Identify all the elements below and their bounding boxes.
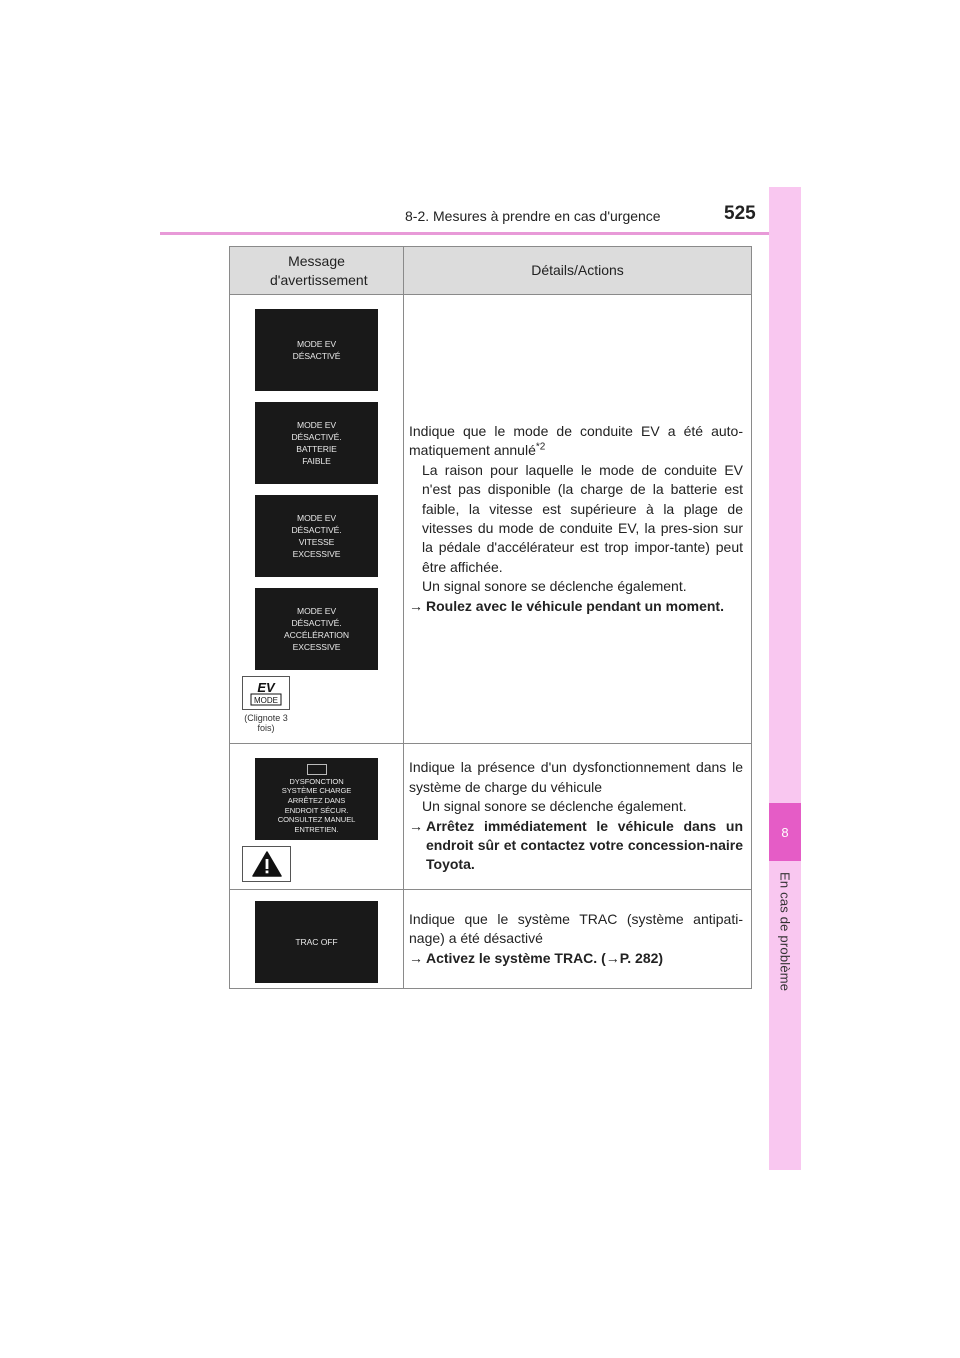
message-cell (230, 744, 404, 890)
details-intro: Indique que le système TRAC (système antipati-nage) a été désactivé (409, 910, 743, 947)
screen-text-line: DÉSACTIVÉ. (291, 525, 342, 535)
screen-text-line: SYSTÈME CHARGE (281, 786, 352, 796)
screen-text-line: FAIBLE (302, 456, 331, 466)
screen-text-line: MODE EV (297, 513, 336, 523)
header-section-title: 8-2. Mesures à prendre en cas d'urgence (405, 208, 661, 224)
screen-text-line: MODE EV (297, 606, 336, 616)
details-intro (409, 422, 743, 461)
action-line (409, 597, 743, 616)
screen-text-line: EXCESSIVE (292, 642, 341, 652)
screen-text-line: VITESSE (298, 537, 335, 547)
screen-text-line: ACCÉLÉRATION (283, 630, 349, 640)
table-row (230, 890, 752, 989)
details-intro: Indique la présence d'un dysfonctionnement dans le système de charge du véhicule (409, 759, 743, 795)
details-cell (404, 295, 752, 744)
arrow-icon: → (409, 817, 423, 834)
action-line (409, 817, 743, 875)
warning-message-table (229, 246, 752, 989)
page-reference-link[interactable]: P. 282) (619, 949, 664, 966)
action-line (409, 949, 743, 968)
details-cell (404, 744, 752, 890)
action-text: Arrêtez immédiatement le véhicule dans un endroit sûr et contactez votre concession-naire Toyota. (426, 817, 743, 873)
column-header-details: Détails/Actions (404, 247, 752, 295)
message-cell (230, 890, 404, 989)
chapter-tab-number: 8 (769, 803, 801, 861)
ref-arrow-icon: → (605, 949, 620, 966)
display-screen-ev-off (255, 309, 378, 391)
arrow-icon: → (409, 949, 423, 966)
message-cell (230, 295, 404, 744)
master-warning-icon (242, 846, 291, 882)
screen-text-line: DÉSACTIVÉ. (291, 618, 342, 628)
screen-text-line: ARRÊTEZ DANS (287, 795, 346, 805)
details-text: Un signal sonore se déclenche également. (422, 798, 687, 815)
action-text-prefix: Activez le système TRAC. ( (426, 949, 606, 966)
screen-text-line: DYSFONCTION (289, 776, 344, 786)
chapter-side-tab (769, 187, 801, 1170)
action-text (426, 949, 743, 968)
details-text: La raison pour laquelle le mode de conduite EV n'est pas disponible (la charge de la batterie est faible, la vitesse est supérieure à la plage de vitesses du mode de conduite EV, la pres-sion sur la pédale d'accélérateur est trop impor-tante) peut être affichée. (422, 461, 743, 575)
blink-note: (Clignote 3 fois) (244, 713, 288, 733)
display-screen-ev-off-speed (255, 495, 378, 577)
details-intro-text: Indique que le mode de conduite EV a été auto-matiquement annulé (409, 422, 743, 459)
chapter-tab-label (769, 872, 801, 1012)
screen-text-line: BATTERIE (296, 444, 337, 454)
details-cell (404, 890, 752, 989)
screen-text-line: MODE EV (297, 339, 336, 349)
table-row (230, 744, 752, 890)
display-screen-ev-off-acceleration (255, 588, 378, 670)
display-screen-trac-off (255, 901, 378, 983)
display-screen-charge-malfunction (255, 758, 378, 840)
svg-text:MODE: MODE (254, 696, 278, 705)
chapter-tab-label-text: En cas de problème (777, 872, 793, 992)
screen-text-line: DÉSACTIVÉ (292, 351, 341, 361)
svg-text:EV: EV (257, 680, 275, 695)
screen-text-line: ENDROIT SÉCUR. (284, 805, 349, 815)
screen-text-line: ENTRETIEN. (294, 824, 339, 834)
column-header-message: Message d'avertissement (230, 247, 404, 295)
header-rule (160, 232, 800, 235)
display-screen-ev-off-battery (255, 402, 378, 484)
screen-text-line: DÉSACTIVÉ. (291, 432, 342, 442)
battery-icon (307, 764, 327, 775)
table-header-row (230, 247, 752, 295)
screen-text-line: TRAC OFF (295, 937, 338, 947)
ev-mode-icon (242, 676, 290, 710)
screen-text-line: CONSULTEZ MANUEL (277, 815, 356, 825)
page-number: 525 (724, 203, 756, 224)
table-row (230, 295, 752, 744)
screen-text-line: MODE EV (297, 420, 336, 430)
arrow-icon: → (409, 597, 423, 614)
screen-text-line: EXCESSIVE (292, 549, 341, 559)
details-text: Un signal sonore se déclenche également. (422, 578, 687, 595)
footnote-ref: *2 (535, 441, 546, 453)
action-text: Roulez avec le véhicule pendant un moment. (426, 597, 724, 614)
